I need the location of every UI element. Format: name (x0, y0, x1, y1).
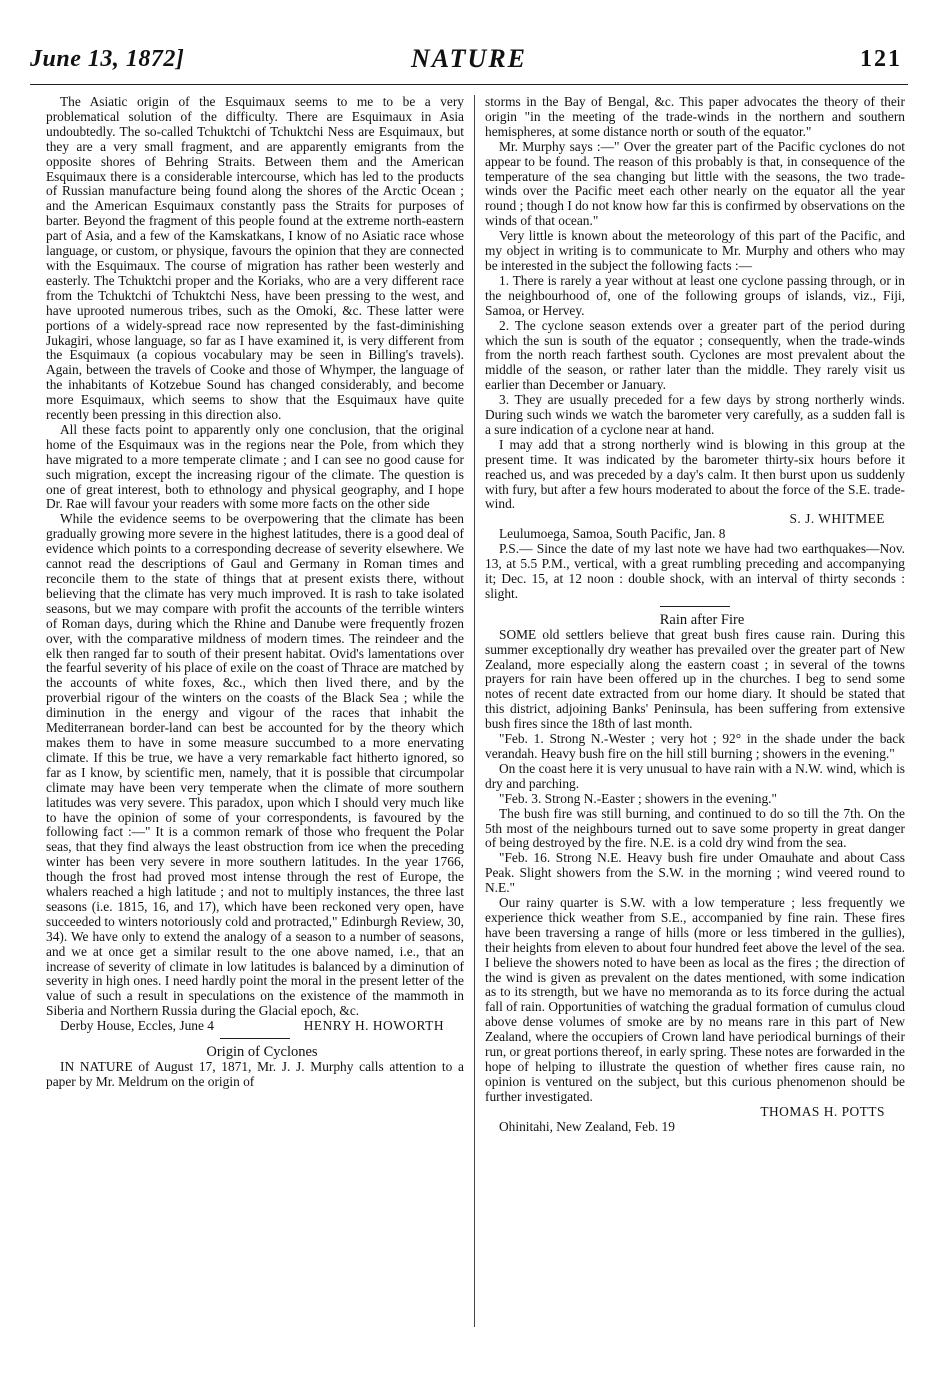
section-divider (220, 1038, 290, 1039)
page-header (30, 42, 908, 82)
paragraph: SOME old settlers believe that great bush fires cause rain. During this summer exceptionally dry weather has prevailed over the greater part of New Zealand, more especially along the eastern coast ; in several of the towns prayers for rain have been offered up in the churches. I beg to send some notes of recent date extracted from our home diary. It should be stated that this district, adjoining Banks' Peninsula, has been suffering from extensive bush fires since the 18th of last month. (485, 626, 905, 732)
list-item: 1. There is rarely a year without at least one cyclone passing through, or in the neighbourhood of, one of the following groups of islands, viz., Fiji, Samoa, or Hervey. (485, 272, 905, 318)
paragraph: The bush fire was still burning, and continued to do so till the 7th. On the 5th most of the neighbours turned out to save some property in great danger of being destroyed by the fire. N.E. is a cold dry wind from the sea. (485, 805, 905, 851)
paragraph: IN NATURE of August 17, 1871, Mr. J. J. Murphy calls attention to a paper by Mr. Meldrum on the origin of (46, 1059, 464, 1089)
place-date: Derby House, Eccles, June 4 (60, 1018, 214, 1034)
place-date: Leulumoega, Samoa, South Pacific, Jan. 8 (499, 526, 726, 542)
section-divider (660, 606, 730, 607)
place-date: Ohinitahi, New Zealand, Feb. 19 (499, 1118, 675, 1134)
journal-title: NATURE (410, 44, 528, 73)
left-column (46, 95, 464, 1090)
paragraph: On the coast here it is very unusual to have rain with a N.W. wind, which is dry and parching. (485, 760, 905, 791)
page-number: 121 (860, 46, 902, 72)
list-item: 2. The cyclone season extends over a greater part of the period during which the sun is south of the equator ; consequently, when the trade-winds from the north reach farthest south. Cyclones are most prevalent about the middle of the season, or rather later than the middle. They rarely visit us earlier than December or January. (485, 317, 905, 393)
paragraph: Very little is known about the meteorology of this part of the Pacific, and my object in writing is to communicate to Mr. Murphy and others who may be interested in the subject the following facts :— (485, 228, 905, 273)
rain-after-fire-article (485, 613, 905, 1135)
issue-date: June 13, 1872] (30, 46, 185, 72)
paragraph: The Asiatic origin of the Esquimaux seems to me to be a very problematical solution of the difficulty. There are Esquimaux in Asia undoubtedly. The so-called Tchuktchi of Tchuktchi Ness are Esquimaux, but they are a very small fragment, and are apparently emigrants from the opposite shores of Behring Straits. Between them and the American Esquimaux there is a considerable intercourse, which has led to the products of Russian manufacture being found along the shores of the Arctic Ocean ; and the American Esquimaux constantly pass the Straits for purposes of barter. Beyond the fragment of this people found at the extreme north-eastern part of Asia, and a few of the Kamskatkans, I know of no Asiatic race whose language, or custom, or physique, favours the opinion that they are connected with the Esquimaux. The course of migration has rather been westerly and easterly. The Tchuktchi proper and the Koriaks, who are a very different race from the Tchuktchi of Tchuktchi Ness, have been pressing to the west, and have uprooted numerous tribes, such as the Omoki, &c. These latter were portions of a widely-spread race now represented by the fast-diminishing Jukagiri, whose language, so far as I have examined it, is very different from the Esquimaux (a copious vocabulary may be seen in Billing's travels). Again, between the travels of Cooke and those of Whymper, the language of the inhabitants of Kotzebue Sound has changed considerably, and become more Esquimaux, which seems to show that the Esquimaux have quite recently been pressing in this direction also. (46, 94, 464, 423)
paragraph: Our rainy quarter is S.W. with a low temperature ; less frequently we experience thick weather from S.E., accompanied by fine rain. These fires have been traversing a range of hills (more or less timbered in the gullies), their heights from eleven to about four hundred feet above the level of the sea. I believe the showers noted to have been as local as the fires ; the direction of the wind is given as prevalent on the dates mentioned, with some indication as to its strength, but we have no memoranda as to its force during the actual fall of rain. Opportunities of watching the gradual formation of cumulus cloud above dense volumes of smoke are by no means rare in this part of New Zealand, where the occupiers of Crown land have periodical burnings of their run, or great portions thereof, in early spring. These notes are forwarded in the hope of helping to illustrate the question of whether fires cause rain, no opinion is ventured on the subject, but this curious phenomenon should be further investigated. (485, 895, 905, 1104)
column-divider (474, 95, 475, 1327)
article-heading: Rain after Fire (659, 611, 745, 628)
paragraph: While the evidence seems to be overpowering that the climate has been gradually growing more severe in the highest latitudes, there is a good deal of evidence which points to a corresponding decrease of severity elsewhere. We cannot read the descriptions of Gaul and Germany in Roman times and reconcile them to the state of things that at present exists there, without believing that the climate has very much improved. It is rash to take isolated seasons, but we may compare with profit the accounts of the terrible winters of Roman days, during which the Rhine and Danube were frequently frozen over, with the comparative mildness of modern times. The reindeer and the elk then ranged far to south of their present habitat. Ovid's lamentations over the fearful severity of his place of exile on the coast of Thrace are matched by the accounts of white foxes, &c., which then lived there, and by the proverbial rigour of the winters on the coasts of the Black Sea ; while the diminution in the energy and vigour of the races that inhabit the Mediterranean border-land can best be accounted for by the theory which makes them to have in some measure succumbed to a more enervating climate. If this be true, we have a very remarkable fact hitherto ignored, so far as I know, by scientific men, namely, that it is possible that circumpolar climate may have been very temperate when the climate of more southern latitudes was very severe. This paradox, upon which I should very much like to have the opinion of some of your correspondents, is favoured by the following fact :—" It is a common remark of those who frequent the Polar seas, that they find always the least obstruction from ice when the preceding winter has been very severe in more southern latitudes. In the year 1766, though the frost had proved most intense through the rest of Europe, the whalers reached a high latitude ; and not to multiply instances, the three last seasons (i.e. 1815, 16, and 17), which have been reckoned very open, have succeeded to winters notoriously cold and protracted," Edinburgh Review, 30, 34). We have only to extend the analogy of a season to a number of seasons, and we at once get a similar result to the one above named, i.e., that an increase of severity of climate in low latitudes is balanced by a diminution of severity in high ones. I need hardly point the moral in the present letter of the value of such a result in speculations on the existence of the mammoth in Siberia and Northern Russia during the Glacial epoch, &c. (46, 511, 464, 1019)
right-column (485, 95, 905, 1135)
paragraph: All these facts point to apparently only one conclusion, that the original home of the Esquimaux was in the regions near the Pole, from which they have migrated to a more temperate climate ; and I can see no good cause for such migration, except the increasing rigour of the climate. The question is one of great interest, both to ethnology and physical geography, and I hope Dr. Rae will favour your readers with some more facts on the other side (46, 421, 464, 512)
paragraph: Mr. Murphy says :—" Over the greater part of the Pacific cyclones do not appear to be found. The reason of this probably is that, in consequence of the temperature of the sea changing but little with the seasons, the two trade-winds over the Pacific meet each other nearly on the equator all the year round ; though I do not know how far this is confirmed by observations on the winds of that ocean." (485, 138, 905, 229)
paragraph: "Feb. 16. Strong N.E. Heavy bush fire under Omauhate and about Cass Peak. Slight showers from the S.W. in the morning ; wind veered round to N.E." (485, 850, 905, 896)
postscript: P.S.— Since the date of my last note we have had two earthquakes—Nov. 13, at 5.5 P.M., vertical, with a great rumbling preceding and accompanying it; Dec. 15, at 12 noon : double shock, with an interval of thirty seconds : slight. (485, 541, 905, 601)
paragraph: "Feb. 1. Strong N.-Wester ; very hot ; 92° in the shade under the back verandah. Heavy bush fire on the hill still burning ; showers in the evening." (485, 731, 905, 761)
signature-line (46, 1019, 464, 1034)
esquimaux-letter (46, 95, 464, 1034)
paragraph: I may add that a strong northerly wind is blowing in this group at the present time. It was indicated by the barometer thirty-six hours before it reached us, and was preceded by a day's calm. It then burst upon us suddenly with fury, but after a few hours moderated to about the force of the S.E. trade-wind. (485, 436, 905, 512)
author-name: HENRY H. HOWORTH (303, 1018, 444, 1034)
paragraph: "Feb. 3. Strong N.-Easter ; showers in the evening." (499, 790, 777, 806)
author-name: S. J. WHITMEE (789, 511, 885, 527)
paragraph: storms in the Bay of Bengal, &c. This paper advocates the theory of their origin "in the meeting of the trade-winds in the northern and southern hemispheres, at some distance north or south of the equator." (485, 94, 905, 139)
list-item: 3. They are usually preceded for a few days by strong northerly winds. During such winds we watch the barometer very carefully, as a sudden fall is a sure indication of a cyclone near at hand. (485, 392, 905, 437)
author-name: THOMAS H. POTTS (760, 1103, 885, 1119)
article-heading: Origin of Cyclones (206, 1044, 318, 1061)
cyclones-continued (485, 95, 905, 602)
cyclones-article (46, 1045, 464, 1090)
header-rule (30, 84, 908, 85)
